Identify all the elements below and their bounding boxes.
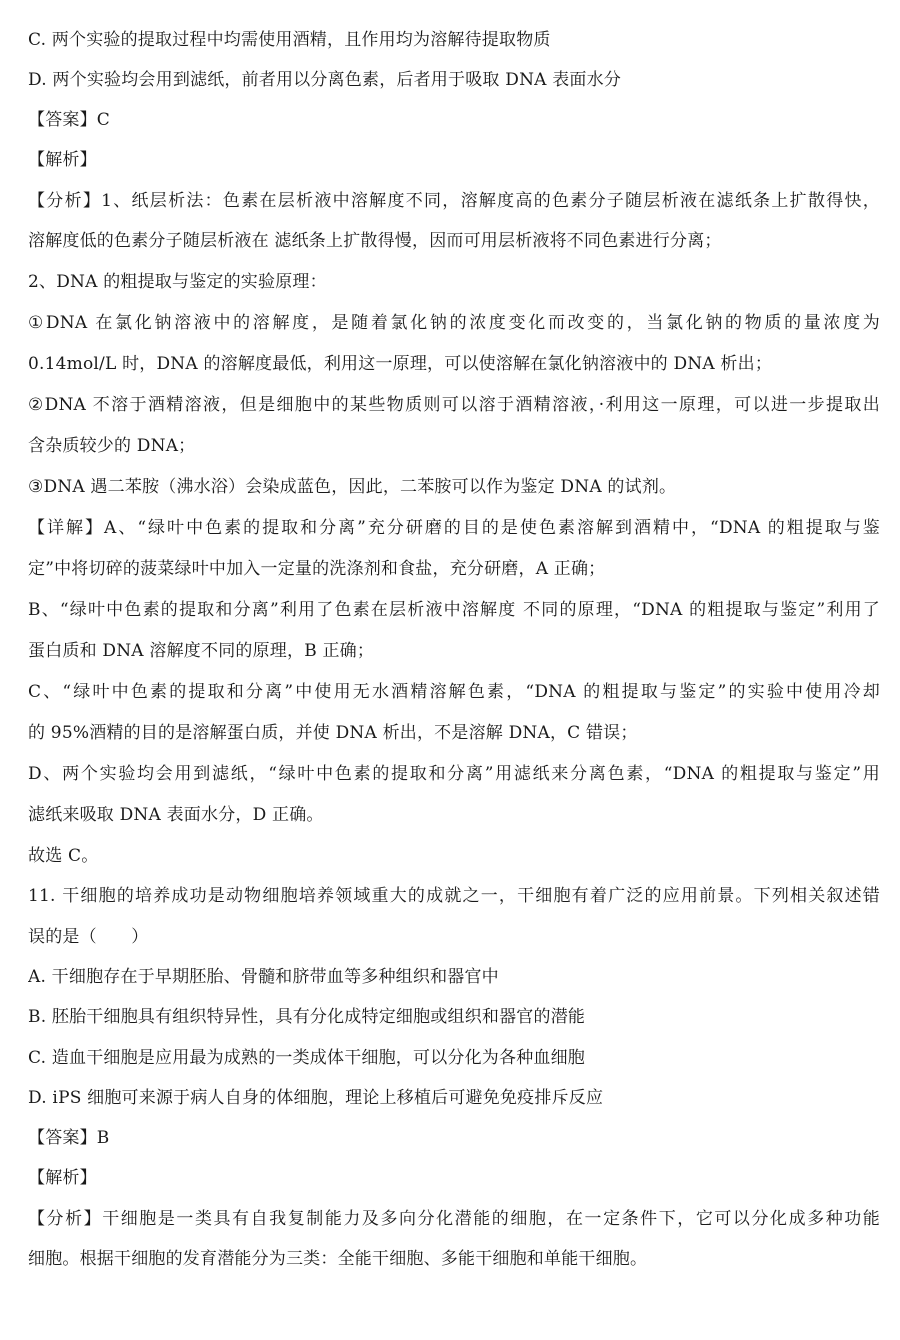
- detail-text: 定”中将切碎的菠菜绿叶中加入一定量的洗涤剂和食盐，充分研磨，A 正确；: [28, 559, 606, 579]
- analysis-text: ①DNA 在氯化钠溶液中的溶解度，是随着氯化钠的浓度变化而改变的，当氯化钠的物质的量浓度为: [28, 313, 880, 333]
- detail-text: 蛋白质和 DNA 溶解度不同的原理，B 正确；: [28, 641, 375, 661]
- answer-label-prev: 【答案】C: [28, 110, 111, 130]
- analysis-text: ②DNA 不溶于酒精溶液，但是细胞中的某些物质则可以溶于酒精溶液，·利用这一原理，可以进一步提取出: [28, 395, 880, 415]
- detail-text: 滤纸来吸取 DNA 表面水分，D 正确。: [28, 805, 324, 825]
- option-b: B. 胚胎干细胞具有组织特异性，具有分化成特定细胞或组织和器官的潜能: [28, 1007, 586, 1027]
- detail-text: D、两个实验均会用到滤纸，“绿叶中色素的提取和分离”用滤纸来分离色素，“DNA 的粗提取与鉴定”用: [28, 764, 880, 784]
- question-11-stem: 11. 干细胞的培养成功是动物细胞培养领域重大的成就之一，干细胞有着广泛的应用前景。下列相关叙述错: [28, 886, 880, 906]
- analysis-text: ③DNA 遇二苯胺（沸水浴）会染成蓝色，因此，二苯胺可以作为鉴定 DNA 的试剂。: [28, 477, 677, 497]
- option-d-prev: D. 两个实验均会用到滤纸，前者用以分离色素，后者用于吸取 DNA 表面水分: [28, 70, 622, 90]
- analysis-text-11: 细胞。根据干细胞的发育潜能分为三类：全能干细胞、多能干细胞和单能干细胞。: [28, 1249, 648, 1269]
- analysis-text: 0.14mol/L 时，DNA 的溶解度最低，利用这一原理，可以使溶解在氯化钠溶液中的 DNA 析出；: [28, 354, 773, 374]
- detail-text: C、“绿叶中色素的提取和分离”中使用无水酒精溶解色素，“DNA 的粗提取与鉴定”的实验中使用冷却: [28, 682, 880, 702]
- option-c: C. 造血干细胞是应用最为成熟的一类成体干细胞，可以分化为各种血细胞: [28, 1048, 586, 1068]
- detail-text: 【详解】A、“绿叶中色素的提取和分离”充分研磨的目的是使色素溶解到酒精中，“DNA 的粗提取与鉴: [28, 518, 880, 538]
- analysis-heading: 【解析】: [28, 1168, 97, 1188]
- option-c-prev: C. 两个实验的提取过程中均需使用酒精，且作用均为溶解待提取物质: [28, 30, 551, 50]
- analysis-text: 含杂质较少的 DNA；: [28, 436, 196, 456]
- analysis-text: 2、DNA 的粗提取与鉴定的实验原理：: [28, 272, 327, 292]
- detail-text: 的 95%酒精的目的是溶解蛋白质，并使 DNA 析出，不是溶解 DNA，C 错误；: [28, 723, 638, 743]
- option-a: A. 干细胞存在于早期胚胎、骨髓和脐带血等多种组织和器官中: [28, 967, 499, 987]
- analysis-text: 【分析】1、纸层析法：色素在层析液中溶解度不同，溶解度高的色素分子随层析液在滤纸条上扩散得快，: [28, 191, 880, 211]
- option-d: D. iPS 细胞可来源于病人自身的体细胞，理论上移植后可避免免疫排斥反应: [28, 1088, 604, 1108]
- answer-label: 【答案】B: [28, 1128, 110, 1148]
- question-11-stem: 误的是（ ）: [28, 927, 149, 947]
- analysis-text: 溶解度低的色素分子随层析液在 滤纸条上扩散得慢，因而可用层析液将不同色素进行分离；: [28, 231, 722, 251]
- detail-text: B、“绿叶中色素的提取和分离”利用了色素在层析液中溶解度 不同的原理，“DNA 的粗提取与鉴定”利用了: [28, 600, 880, 620]
- conclusion-text: 故选 C。: [28, 846, 99, 866]
- analysis-text-11: 【分析】干细胞是一类具有自我复制能力及多向分化潜能的细胞，在一定条件下，它可以分化成多种功能: [28, 1209, 880, 1229]
- analysis-heading-prev: 【解析】: [28, 150, 97, 170]
